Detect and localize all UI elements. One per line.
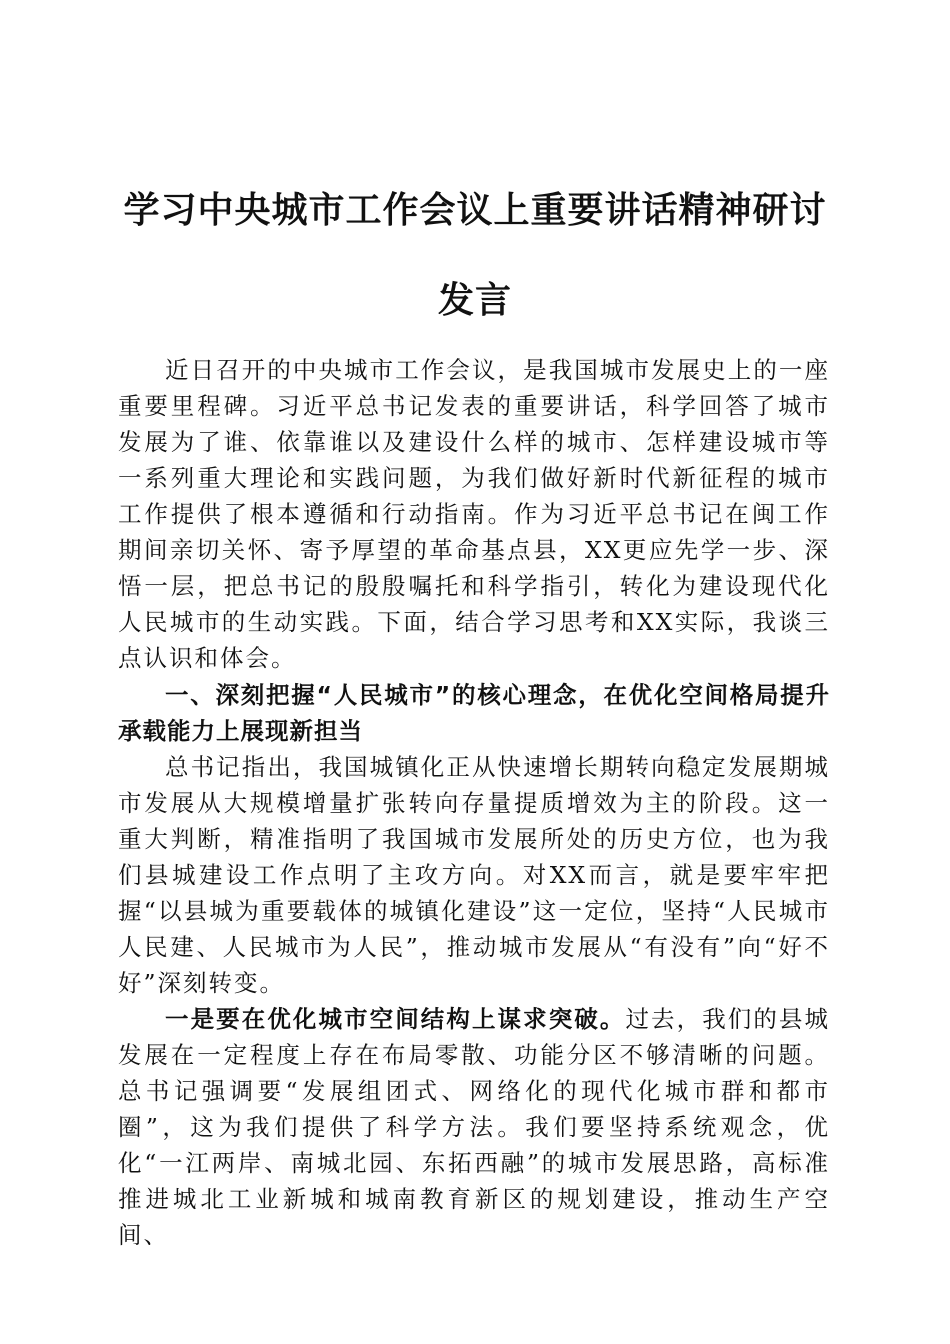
document-body (118, 352, 830, 1253)
point-1-lead: 一是要在优化城市空间结构上谋求突破。 (165, 1005, 626, 1033)
document-title: 学习中央城市工作会议上重要讲话精神研讨发言 (123, 189, 827, 321)
intro-paragraph: 近日召开的中央城市工作会议，是我国城市发展史上的一座重要里程碑。习近平总书记发表的重要讲话，科学回答了城市发展为了谁、依靠谁以及建设什么样的城市、怎样建设城市等一系列重大理论和实践问题，为我们做好新时代新征程的城市工作提供了根本遵循和行动指南。作为习近平总书记在闽工作期间亲切关怀、寄予厚望的革命基点县，XX更应先学一步、深悟一层，把总书记的殷殷嘱托和科学指引，转化为建设现代化人民城市的生动实践。下面，结合学习思考和XX实际，我谈三点认识和体会。 (118, 356, 830, 672)
point-1-text: 过去，我们的县城发展在一定程度上存在布局零散、功能分区不够清晰的问题。总书记强调要“发展组团式、网络化的现代化城市群和都市圈”，这为我们提供了科学方法。我们要坚持系统观念，优化“一江两岸、南城北园、东拓西融”的城市发展思路，高标准推进城北工业新城和城南教育新区的规划建设，推动生产空间、 (118, 1005, 831, 1249)
section-1-paragraph: 总书记指出，我国城镇化正从快速增长期转向稳定发展期城市发展从大规模增量扩张转向存量提质增效为主的阶段。这一重大判断，精准指明了我国城市发展所处的历史方位，也为我们县城建设工作点明了主攻方向。对XX而言，就是要牢牢把握“以县城为重要载体的城镇化建设”这一定位，坚持“人民城市人民建、人民城市为人民”，推动城市发展从“有没有”向“好不好”深刻转变。 (118, 753, 830, 997)
section-heading-1: 一、深刻把握“人民城市”的核心理念，在优化空间格局提升承载能力上展现新担当 (118, 681, 830, 745)
point-1-paragraph (118, 1001, 830, 1253)
